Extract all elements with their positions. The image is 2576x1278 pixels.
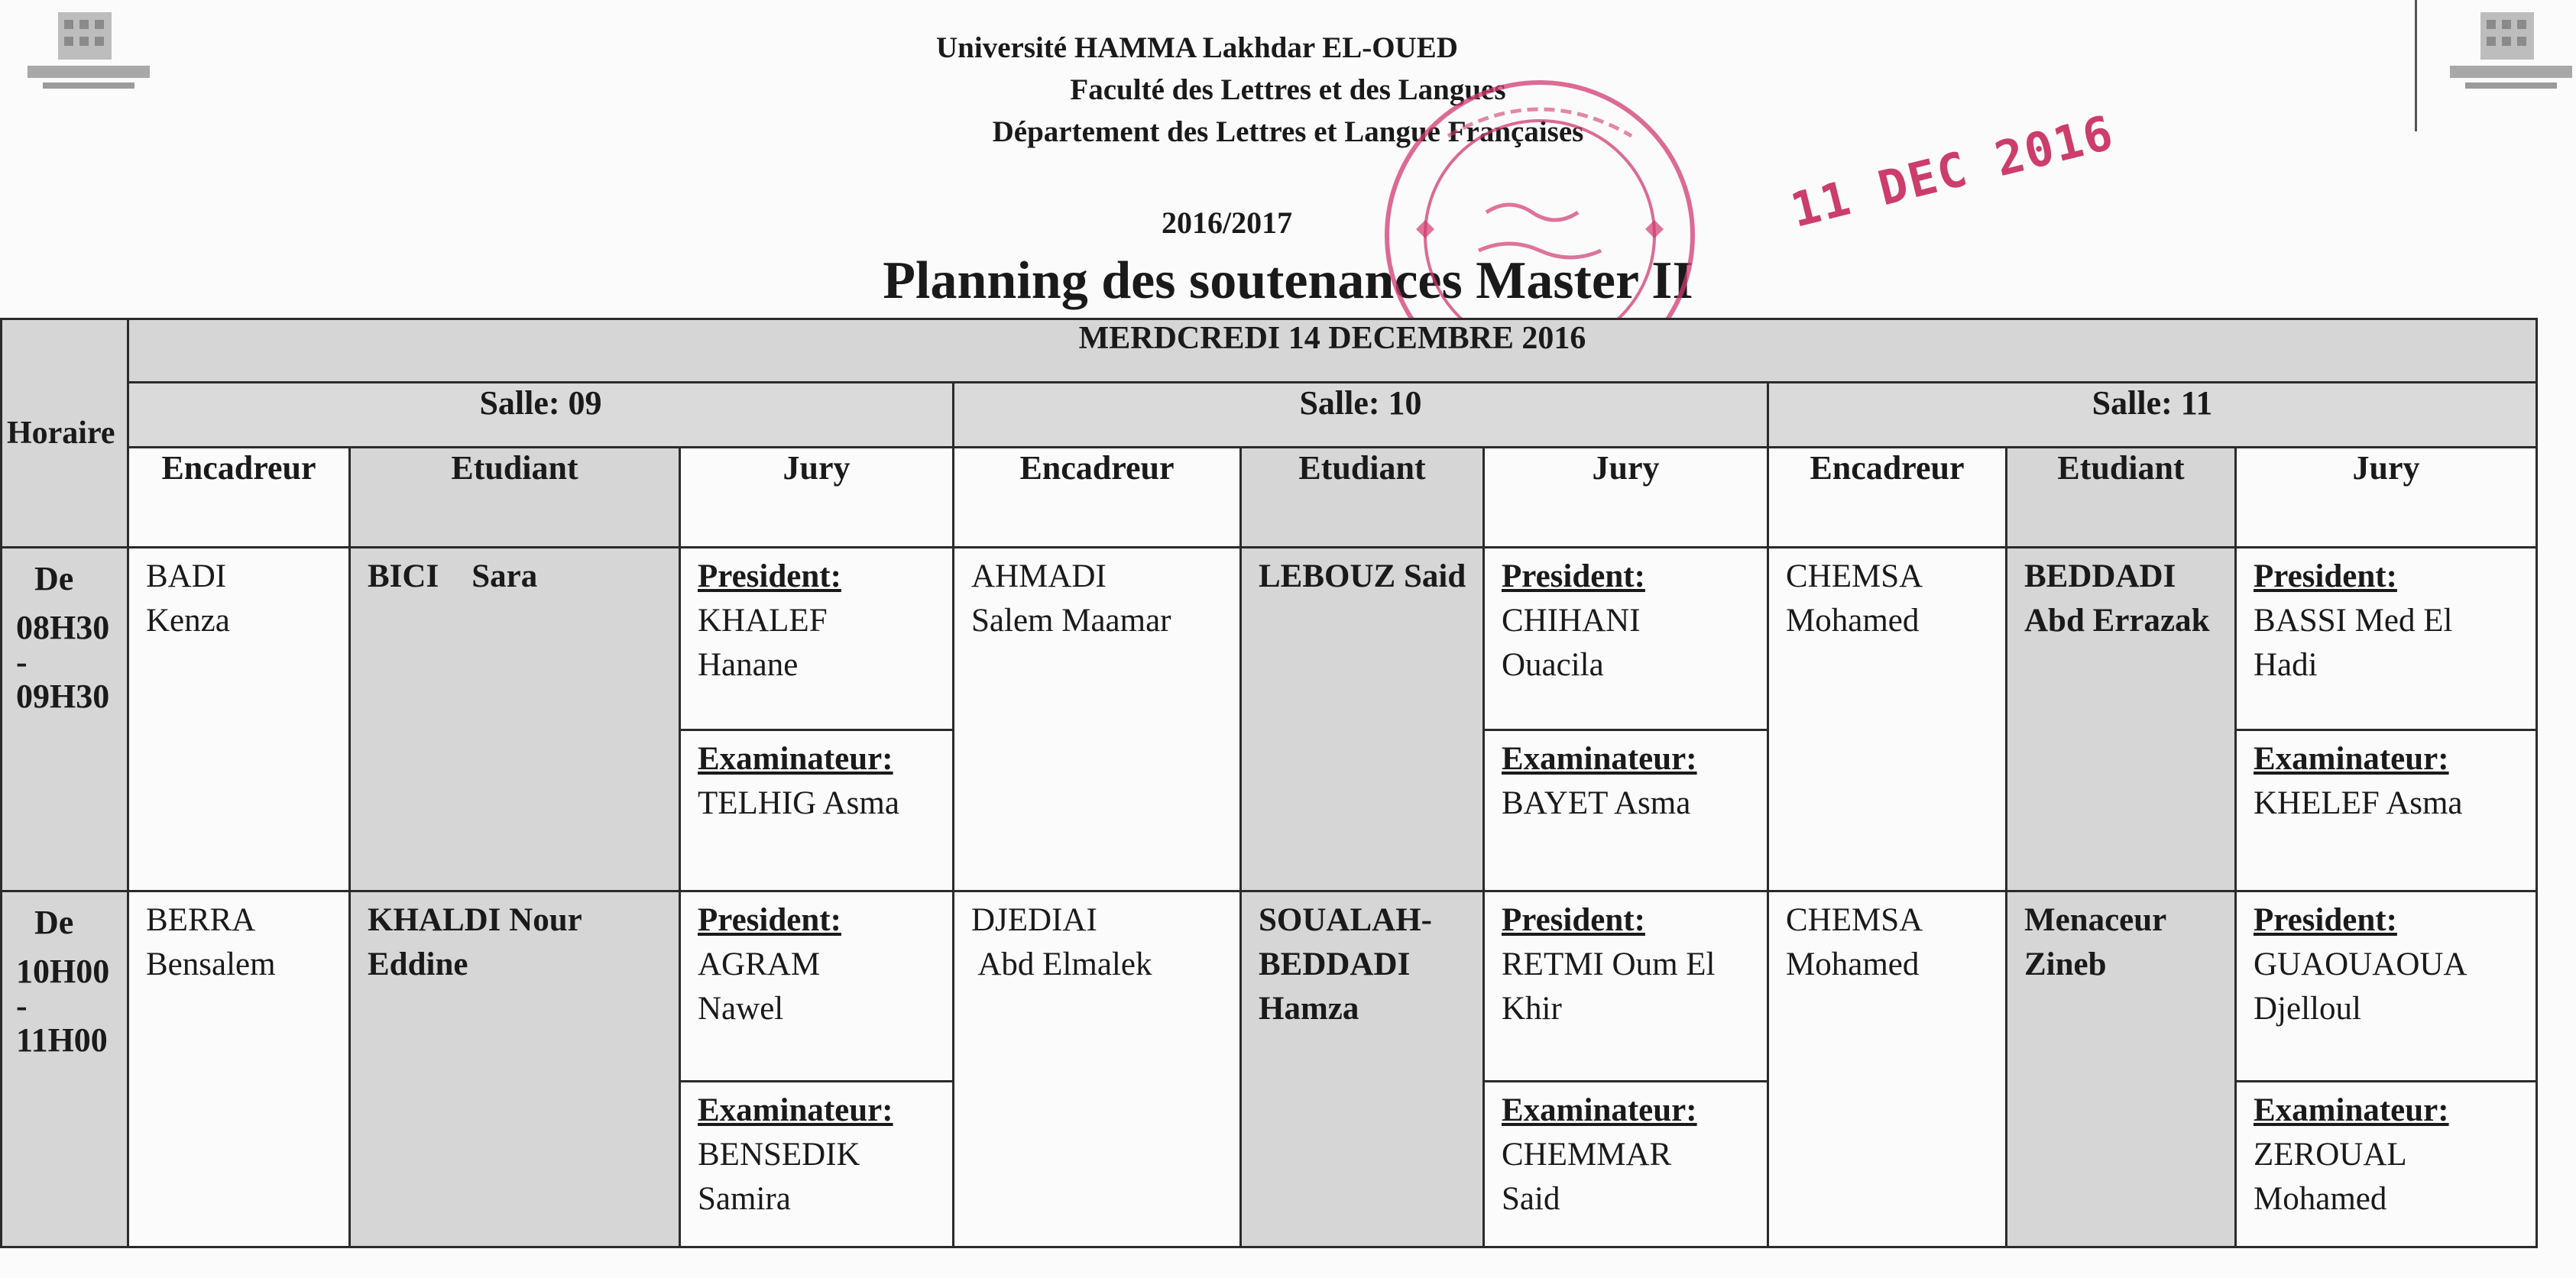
jury-president-cell <box>2236 891 2537 1082</box>
col-jury: Jury <box>1484 448 1768 548</box>
examinateur-firstname: Said <box>1502 1181 1560 1217</box>
etudiant-cell <box>350 548 680 891</box>
encadreur-name: AHMADI <box>971 558 1107 594</box>
president-firstname: Ouacila <box>1502 647 1604 683</box>
time-start: 10H00 <box>16 953 110 990</box>
col-jury: Jury <box>2236 448 2537 548</box>
encadreur-firstname: Bensalem <box>146 946 276 982</box>
col-etudiant: Etudiant <box>1241 448 1484 548</box>
time-dash: - <box>16 643 28 681</box>
university-name: Université HAMMA Lakhdar EL-OUED <box>936 31 1458 64</box>
etudiant-name: LEBOUZ Said <box>1259 558 1466 594</box>
president-name: RETMI Oum El <box>1502 946 1716 982</box>
jury-president-cell <box>680 548 954 730</box>
examinateur-name: BAYET Asma <box>1502 785 1691 821</box>
president-label: President: <box>1502 902 1645 938</box>
etudiant-cell <box>350 891 680 1247</box>
examinateur-name: ZEROUAL <box>2254 1137 2407 1173</box>
examinateur-name: BENSEDIK <box>698 1137 860 1173</box>
time-start: 08H30 <box>16 609 110 646</box>
time-slot <box>2 891 128 1247</box>
encadreur-cell <box>1768 548 2007 891</box>
page-title: Planning des soutenances Master II <box>883 251 1693 310</box>
horaire-header: Horaire <box>2 319 128 548</box>
etudiant-name: Menaceur Zineb <box>2024 902 2166 982</box>
encadreur-cell <box>1768 891 2007 1247</box>
etudiant-name: BICI Sara <box>368 558 538 594</box>
etudiant-name: BEDDADI Abd Errazak <box>2024 558 2210 639</box>
encadreur-name: BERRA <box>146 902 256 938</box>
encadreur-name: DJEDIAI <box>971 902 1097 938</box>
president-firstname: Nawel <box>698 991 784 1027</box>
encadreur-name: CHEMSA <box>1786 558 1923 594</box>
president-name: GUAOUAOUA <box>2254 946 2467 982</box>
table-row <box>2 891 2537 1082</box>
table-row <box>2 548 2537 730</box>
salle-10-header: Salle: 10 <box>954 383 1768 448</box>
col-jury: Jury <box>680 448 954 548</box>
encadreur-firstname: Mohamed <box>1786 603 1920 639</box>
president-firstname: Khir <box>1502 991 1562 1027</box>
president-label: President: <box>2254 902 2397 938</box>
president-label: President: <box>698 902 841 938</box>
president-name: AGRAM <box>698 946 821 982</box>
col-encadreur: Encadreur <box>128 448 350 548</box>
encadreur-cell <box>128 891 350 1247</box>
president-label: President: <box>698 558 841 594</box>
col-etudiant: Etudiant <box>350 448 680 548</box>
president-firstname: Hadi <box>2254 647 2318 683</box>
time-end: 09H30 <box>16 678 110 715</box>
examinateur-label: Examinateur: <box>698 741 893 777</box>
jury-president-cell <box>1484 891 1768 1082</box>
etudiant-cell <box>1241 891 1484 1247</box>
etudiant-name: SOUALAH-BEDDADI Hamza <box>1259 902 1432 1027</box>
time-end: 11H00 <box>16 1021 108 1059</box>
president-name: BASSI Med El <box>2254 603 2453 639</box>
president-name: CHIHANI <box>1502 603 1641 639</box>
examinateur-label: Examinateur: <box>1502 741 1697 777</box>
jury-president-cell <box>1484 548 1768 730</box>
jury-examinateur-cell <box>2236 730 2537 891</box>
jury-president-cell <box>2236 548 2537 730</box>
date-header: MERDCREDI 14 DECEMBRE 2016 <box>128 319 2537 383</box>
date-stamp: 11 DEC 2016 <box>1785 104 2120 238</box>
examinateur-name: KHELEF Asma <box>2254 785 2463 821</box>
jury-examinateur-cell <box>1484 1082 1768 1247</box>
faculty-name: Faculté des Lettres et des Langues <box>1070 73 1506 106</box>
time-slot <box>2 548 128 891</box>
encadreur-cell <box>954 891 1241 1247</box>
academic-year: 2016/2017 <box>1162 205 1293 240</box>
jury-examinateur-cell <box>680 1082 954 1247</box>
examinateur-label: Examinateur: <box>1502 1092 1697 1128</box>
president-name: KHALEF <box>698 603 828 639</box>
etudiant-cell <box>2007 891 2236 1247</box>
encadreur-name: CHEMSA <box>1786 902 1923 938</box>
etudiant-name: KHALDI Nour Eddine <box>368 902 582 982</box>
encadreur-firstname: Salem Maamar <box>971 603 1171 639</box>
examinateur-name: CHEMMAR <box>1502 1137 1672 1173</box>
encadreur-firstname: Abd Elmalek <box>971 946 1152 982</box>
encadreur-firstname: Mohamed <box>1786 946 1920 982</box>
encadreur-name: BADI <box>146 558 227 594</box>
salle-09-header: Salle: 09 <box>128 383 954 448</box>
examinateur-name: TELHIG Asma <box>698 785 899 821</box>
defense-schedule-table <box>0 318 2538 1248</box>
time-dash: - <box>16 987 28 1024</box>
department-name: Département des Lettres et Langue Françaises <box>992 115 1584 148</box>
salle-11-header: Salle: 11 <box>1768 383 2537 448</box>
examinateur-firstname: Mohamed <box>2254 1181 2387 1217</box>
president-label: President: <box>2254 558 2397 594</box>
col-encadreur: Encadreur <box>954 448 1241 548</box>
etudiant-cell <box>2007 548 2236 891</box>
jury-examinateur-cell <box>1484 730 1768 891</box>
col-encadreur: Encadreur <box>1768 448 2007 548</box>
jury-examinateur-cell <box>680 730 954 891</box>
time-de: De <box>34 560 74 597</box>
time-de: De <box>34 904 74 941</box>
president-firstname: Hanane <box>698 647 799 683</box>
examinateur-label: Examinateur: <box>2254 741 2449 777</box>
etudiant-cell <box>1241 548 1484 891</box>
margin-line <box>2415 0 2417 131</box>
encadreur-cell <box>954 548 1241 891</box>
col-etudiant: Etudiant <box>2007 448 2236 548</box>
jury-examinateur-cell <box>2236 1082 2537 1247</box>
encadreur-firstname: Kenza <box>146 603 230 639</box>
examinateur-label: Examinateur: <box>2254 1092 2449 1128</box>
encadreur-cell <box>128 548 350 891</box>
examinateur-label: Examinateur: <box>698 1092 893 1128</box>
president-firstname: Djelloul <box>2254 991 2361 1027</box>
examinateur-firstname: Samira <box>698 1181 791 1217</box>
president-label: President: <box>1502 558 1645 594</box>
jury-president-cell <box>680 891 954 1082</box>
